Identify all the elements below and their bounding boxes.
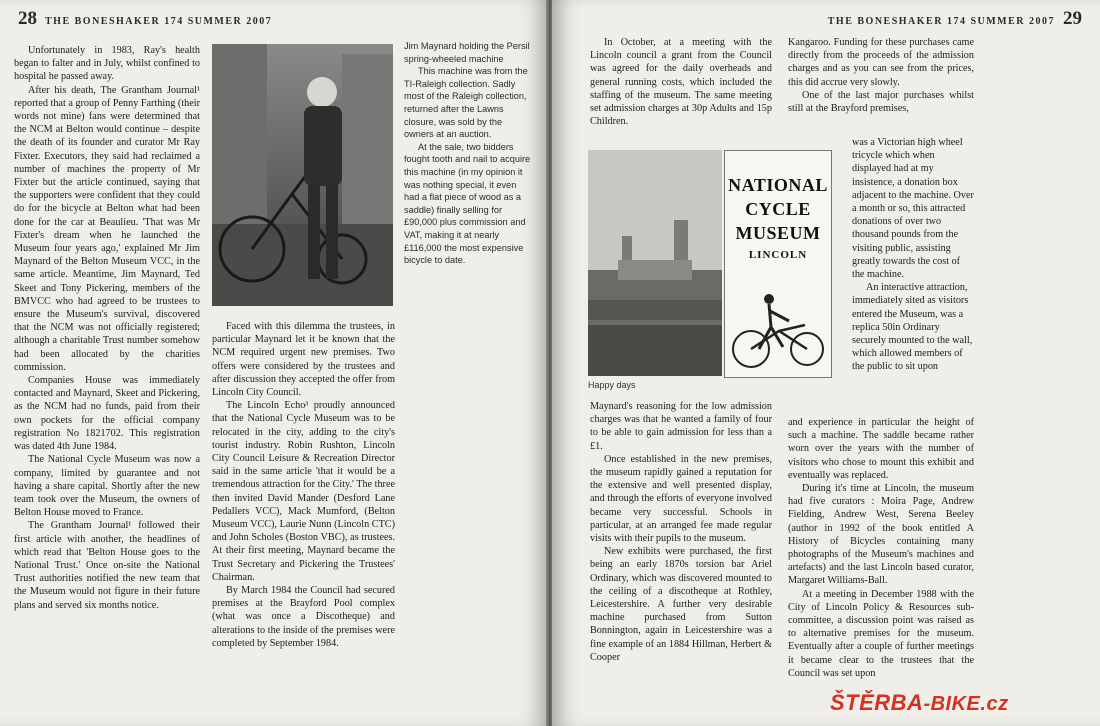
paragraph: The Grantham Journal¹ followed their first article with another, the headlines of which read that 'Belton House goes to the National Trust.' Once on-site the National Trust authorities notified the new team that the Museum would not figure in their future plans and served six months notice. (14, 520, 200, 611)
paragraph: By March 1984 the Council had secured premises at the Brayford Pool complex (what was once a Discotheque) and alterations to the inside of the premises were completed by September 1984. (212, 585, 395, 649)
article-column-4-top (590, 36, 772, 128)
cathedral-illustration (588, 150, 722, 376)
article-column-5-top (788, 36, 974, 115)
article-column-4-bottom (590, 400, 772, 664)
poster-line-2: CYCLE (745, 199, 811, 219)
paragraph: The Lincoln Echo³ proudly announced that the National Cycle Museum was to be relocated in the city, adding to the city's tourist industry. Robin Rushton, Lincoln City Council Leisure & Recreation Director said in the same article 'that it would be a tremendous attraction for the City.' The three then invited David Mander (Desford Lane Pedallers VCC), Mack Mumford, (Belton Museum VCC), Laurie Nunn (Lincoln CTC) and John Scholes (Boston VBC), as trustees. At their first meeting, Maynard became the Trust Secretary and Pickering the Trustees' Chairman. (212, 400, 395, 583)
paragraph: Faced with this dilemma the trustees, in particular Maynard let it be known that the NCM required urgent new premises. Two offers were considered by the trustees and after discussion they accepted the offer from Lincoln City Council. (212, 321, 395, 399)
paragraph: After his death, The Grantham Journal¹ reported that a group of Penny Farthing (their words not mine) fans were determined that the NCM at Belton would continue – despite the death of its founder and curator Mr Ray Fixter. Executors, they said had reclaimed a number of machines the property of Mr Fixter but the article continued, saying that the supporters were confident that they could do for the bicycle at Belton what had been done for the car at Beaulieu. 'That was Mr Fixter's dream when he launched the Museum four years ago,' explained Mr Jim Maynard of the Belton Museum VCC, in the same article. Meantime, Jim Maynard, Ted Skeet and Tony Pickering, members of the BMVCC who had agreed to be trustees to ensure the Museum's survival, discovered that the NCM was not officially registered; although a charitable Trust number somehow had been allocated by the charities commission. (14, 84, 200, 373)
left-header-title: THE BONESHAKER 174 SUMMER 2007 (45, 16, 273, 27)
paragraph: Kangaroo. Funding for these purchases came directly from the proceeds of the admission charges and as you can see from the prices, this did accrue very slowly. (788, 37, 974, 88)
watermark-brand: ŠTĚRBA (830, 690, 924, 715)
paragraph: In October, at a meeting with the Lincoln council a grant from the Council was agreed for the daily overheads and general running costs, which included the staffing of the museum. The same meeting set admission charges at 30p Adults and 15p Children. (590, 37, 772, 128)
paragraph: At a meeting in December 1988 with the City of Lincoln Policy & Resources sub-committee, a discussion point was raised as to alternative premises for the museum. Eventually after a couple of further meetings it became clear to the trustees that the Council was set upon (788, 588, 974, 679)
paragraph: Maynard's reasoning for the low admission charges was that he wanted a family of four to be able to gain admission for less than a £1. (590, 401, 772, 452)
paragraph: One of the last major purchases whilst still at the Brayford premises, (788, 89, 974, 115)
paragraph: was a Victorian high wheel tricycle which when displayed had at my insistence, a donation box adjacent to the machine. Over a month or so, this attracted donations of over two thousand pounds from the visiting public, assisting greatly towards the cost of the machine. (852, 137, 974, 281)
photo-caption: Happy days (588, 380, 636, 390)
article-column-5-narrow (852, 136, 974, 374)
paragraph: and experience in particular the height of such a machine. The saddle became rather worn over the years with the number of visitors who chose to mount this exhibit and eventually was replaced. (788, 417, 974, 481)
right-page-number: 29 (1063, 8, 1082, 29)
watermark-logo (830, 690, 1009, 716)
lincoln-cathedral-photo (588, 150, 722, 376)
article-column-5-bottom (788, 416, 974, 680)
paragraph: An interactive attraction, immediately sited as visitors entered the Museum, was a replica 50in Ordinary securely mounted to the wall, which allowed members of the public to sit upon (852, 282, 973, 373)
paragraph: At the sale, two bidders fought tooth and nail to acquire this machine (in my opinion it was nothing special, it even had a flat piece of wood as a saddle) finally selling for £90,000 plus commission and VAT, making it at nearly £116,000 the most expensive bicycle to date. (404, 141, 531, 266)
left-page-number: 28 (18, 8, 37, 29)
left-page (0, 0, 548, 726)
left-page-header (18, 8, 272, 30)
paragraph: Companies House was immediately contacted and Maynard, Skeet and Pickering, as the NCM had no funds, paid from their own pockets for the official company registration No 1821702. This registration was dated 4th June 1984. (14, 375, 200, 453)
paragraph: This machine was from the TI-Raleigh collection. Sadly most of the Raleigh collection, returned after the Lawns closure, was sold by the owners at an auction. (404, 66, 528, 140)
museum-poster (724, 150, 832, 378)
poster-line-1: NATIONAL (728, 175, 828, 195)
paragraph: New exhibits were purchased, the first being an early 1870s torsion bar Ariel Ordinary, which was discovered mounted to the ceiling of a discotheque at Rothley, Leicestershire. A further very desirable machine purchased from Sutton Bonnington, again in Leicestershire was a fine example of an 1884 Hillman, Herbert & Cooper (590, 546, 772, 663)
poster-line-3: MUSEUM (735, 223, 821, 243)
article-column-2 (212, 320, 395, 650)
paragraph: Unfortunately in 1983, Ray's health began to falter and in July, whilst confined to hospital he passed away. (14, 45, 200, 83)
right-page-header (828, 8, 1082, 30)
paragraph: Once established in the new premises, the museum rapidly gained a reputation for the extensive and well presented display, and through the efforts of everyone involved became very successful. Schools in particular, at an arranged fee made regular visits with their pupils to the museum. (590, 453, 773, 545)
paragraph: The National Cycle Museum was now a company, limited by guarantee and not having a share capital. Shortly after the new team took over the Museum, the owners of Belton House moved to France. (14, 454, 200, 519)
hobby-horse-rider-icon (729, 291, 827, 371)
watermark-domain: -BIKE.cz (923, 693, 1009, 715)
caption-lead: Jim Maynard holding the Persil spring-wheeled machine (404, 41, 530, 64)
bicycle-man-illustration (212, 44, 393, 306)
right-page (552, 0, 1100, 726)
paragraph: During it's time at Lincoln, the museum had five curators : Moira Page, Andrew Fielding, Andrew West, Serena Beeley (author in 1992 of the book entitled A History of Bicycles containing many photographs of the Museum's machines and artefacts) and the last Lincoln based curator, Margaret Williams-Ball. (788, 483, 974, 587)
photo-caption-column (404, 40, 532, 267)
jim-maynard-photo (212, 44, 393, 306)
article-column-1 (14, 44, 200, 612)
poster-subtitle: LINCOLN (748, 249, 808, 261)
right-header-title: THE BONESHAKER 174 SUMMER 2007 (827, 16, 1055, 27)
